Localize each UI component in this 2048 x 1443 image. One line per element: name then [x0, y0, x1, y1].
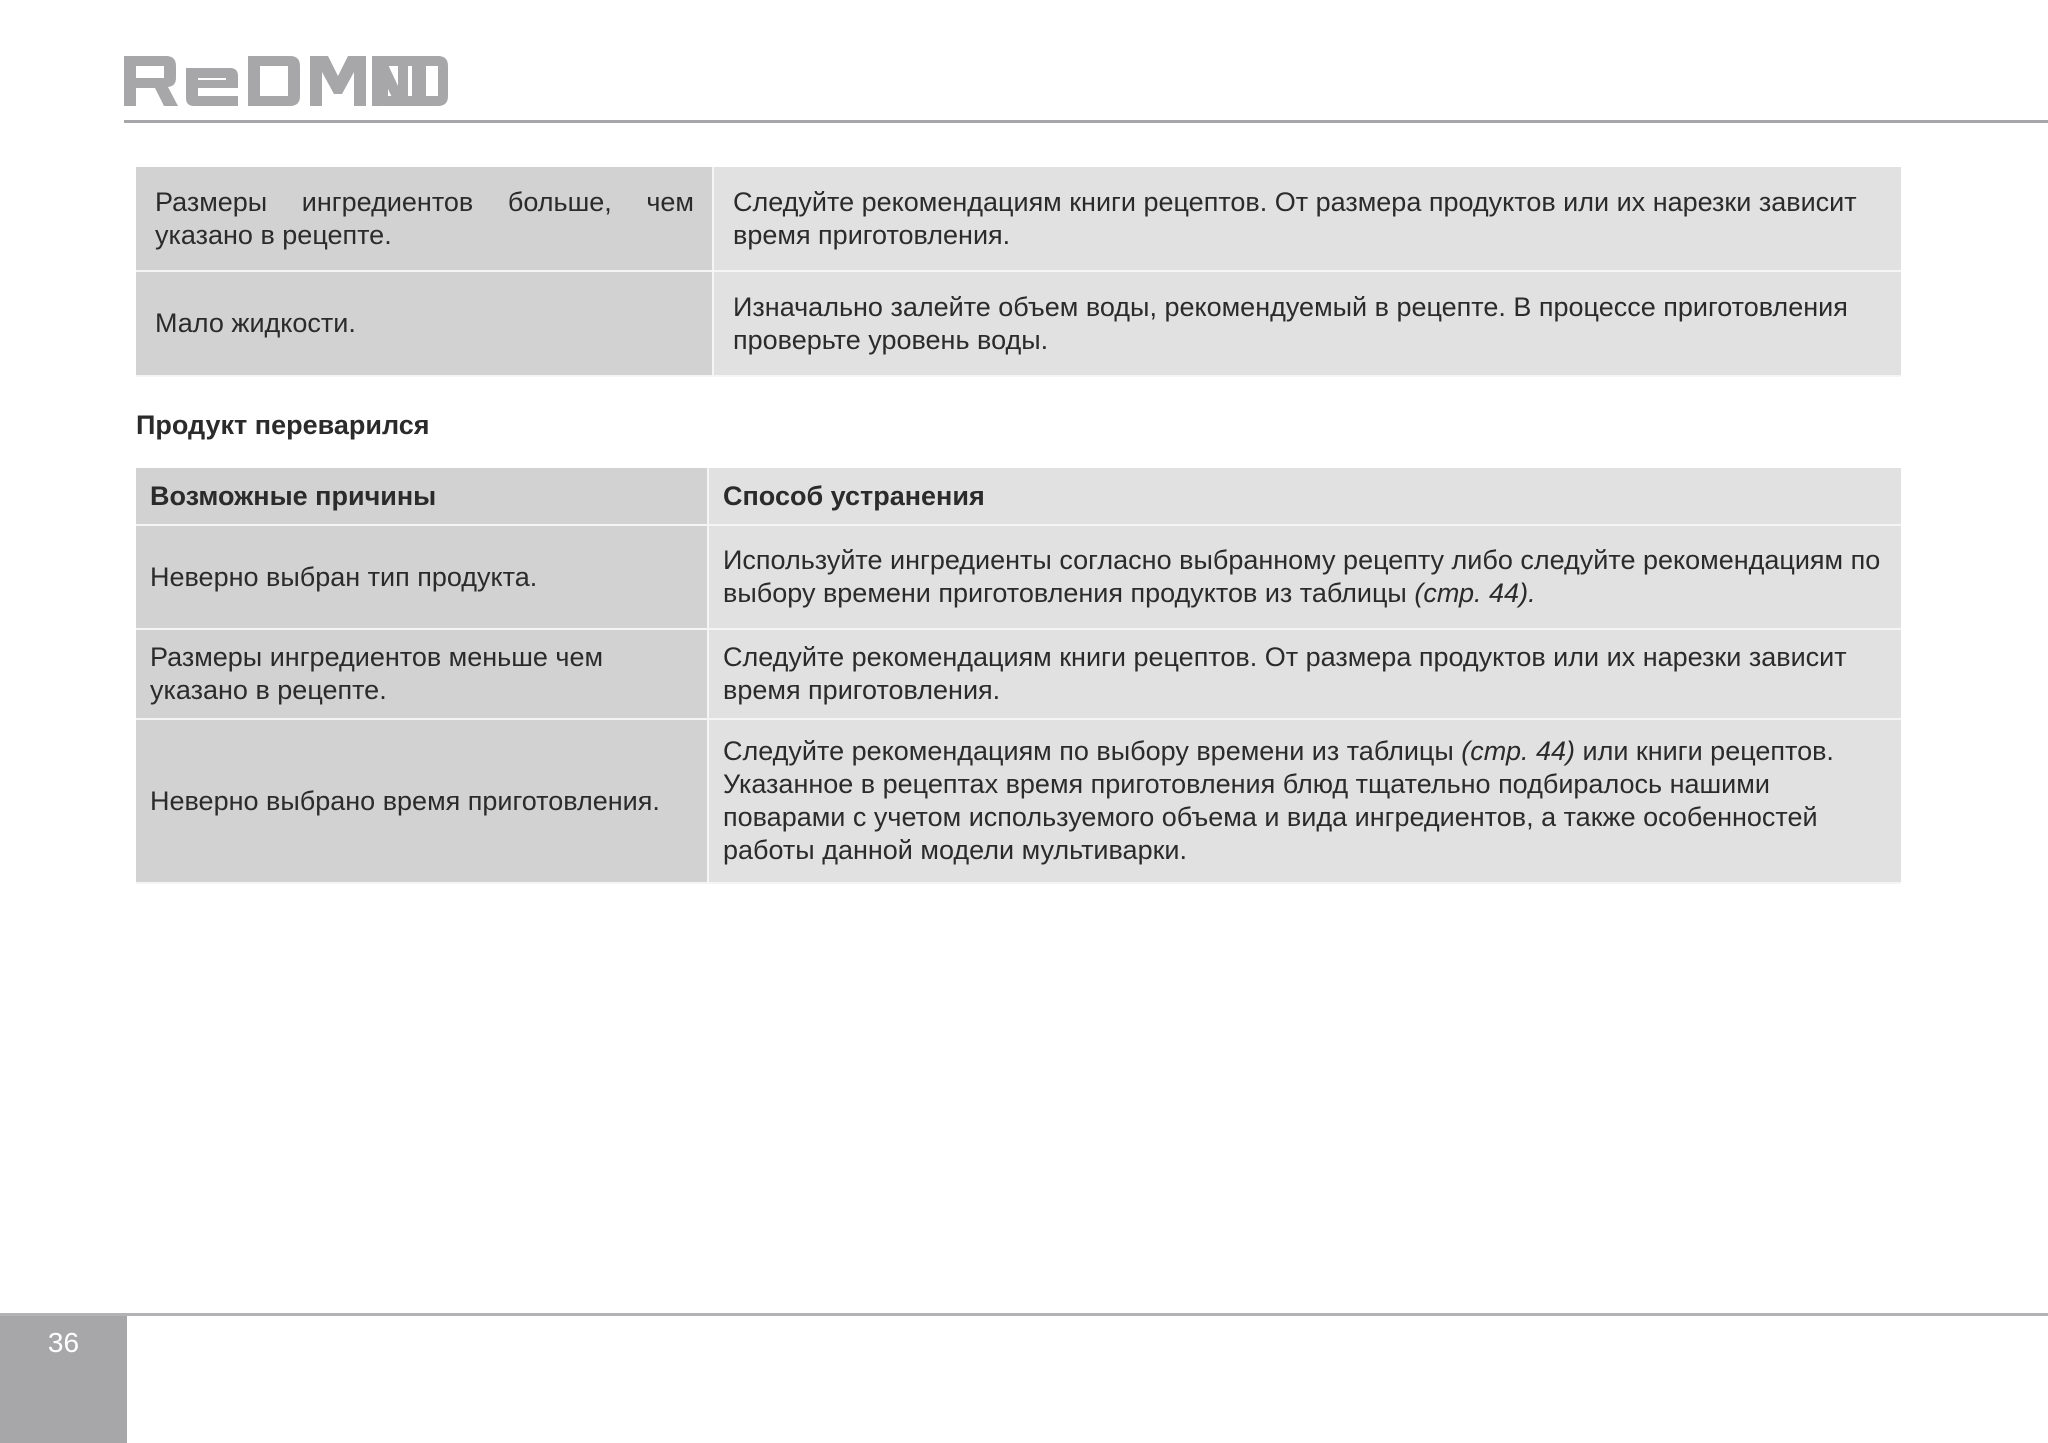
header-rule [124, 120, 2048, 123]
table-row [136, 629, 1901, 719]
table-row [136, 167, 1901, 271]
remedy-cell: Следуйте рекомендациям книги рецептов. От размера продуктов или их нарезки зависит время приготовления. [713, 167, 1901, 271]
redmond-logo-tail [372, 56, 448, 106]
page-number: 36 [47, 1327, 80, 1358]
column-header-remedy: Способ устранения [708, 468, 1901, 525]
cause-cell: Неверно выбран тип продукта. [136, 525, 708, 629]
remedy-text: Следуйте рекомендациям по выбору времени из таблицы [723, 736, 1462, 766]
remedy-text: Используйте ингредиенты согласно выбранному рецепту либо следуйте рекомендациям по выбору времени приготовления продуктов из таблицы [723, 545, 1881, 608]
remedy-cell [708, 525, 1901, 629]
column-header-causes: Возможные причины [136, 468, 708, 525]
cause-cell: Неверно выбрано время приготовления. [136, 719, 708, 883]
troubleshooting-table [136, 468, 1901, 884]
cause-cell: Размеры ингредиентов больше, чем указано в рецепте. [136, 167, 713, 271]
table-row [136, 271, 1901, 376]
table-header-row [136, 468, 1901, 525]
remedy-cell: Изначально залейте объем воды, рекомендуемый в рецепте. В процессе приготовления проверьте уровень воды. [713, 271, 1901, 376]
page-reference: (стр. 44) [1461, 736, 1576, 766]
remedy-text: или книги рецептов. Указанное в рецептах время приготовления блюд тщательно подбиралось нашими поварами с учетом используемого объема и вида ингредиентов, а также особенностей работы данной модели мультиварки. [723, 736, 1834, 865]
table-row [136, 525, 1901, 629]
remedy-cell [708, 719, 1901, 883]
footer-rule [0, 1313, 2048, 1316]
cause-cell: Мало жидкости. [136, 271, 713, 376]
cause-cell: Размеры ингредиентов меньше чем указано в рецепте. [136, 629, 708, 719]
section-title: Продукт переварился [136, 410, 430, 440]
remedy-cell: Следуйте рекомендациям книги рецептов. От размера продуктов или их нарезки зависит время приготовления. [708, 629, 1901, 719]
troubleshooting-table-continued [136, 167, 1901, 377]
page-reference: (стр. 44). [1414, 578, 1536, 608]
table-row [136, 719, 1901, 883]
